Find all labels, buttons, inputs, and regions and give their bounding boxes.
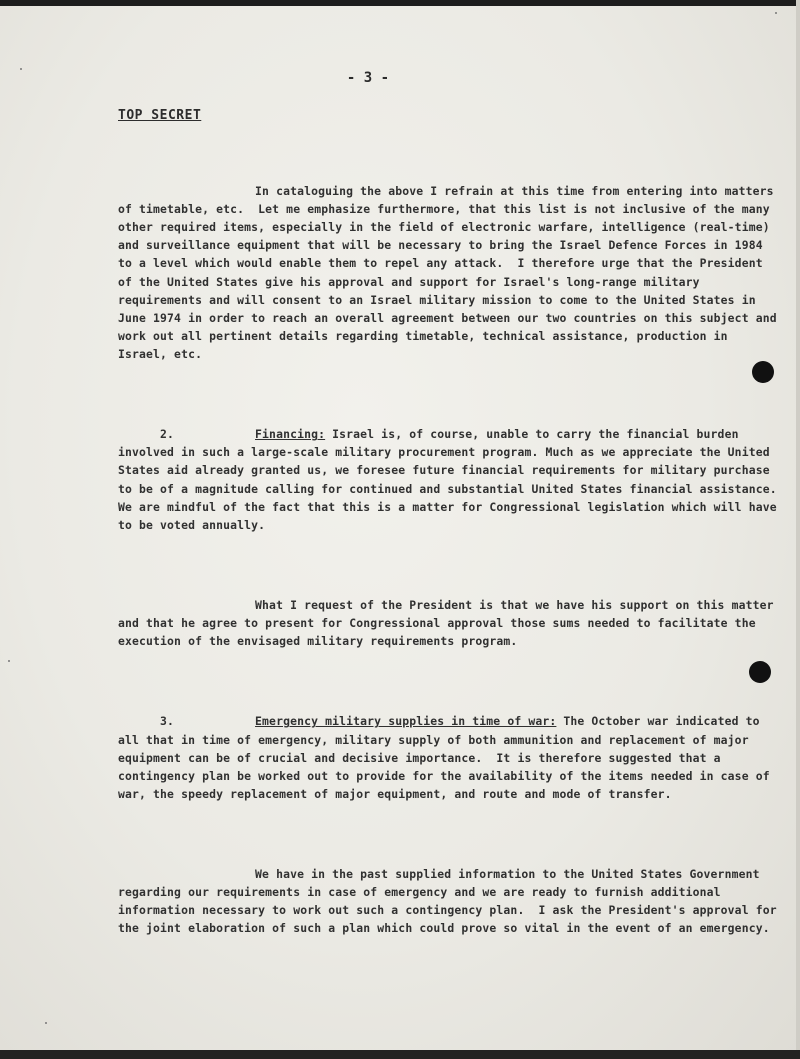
paragraph-subhead: Emergency military supplies in time of war: — [255, 714, 557, 729]
paragraph-1 — [118, 164, 784, 381]
paragraph-2 — [118, 407, 791, 552]
scan-edge-bottom — [0, 1050, 800, 1059]
paragraph-subhead: Financing: — [255, 427, 326, 442]
page-number: - 3 - — [346, 70, 390, 86]
scan-speck — [8, 660, 10, 662]
classification-heading: TOP SECRET — [118, 108, 202, 123]
paragraph-3 — [118, 578, 781, 668]
scan-speck — [20, 68, 22, 70]
binder-hole-mark — [752, 361, 774, 383]
scan-speck — [775, 12, 777, 14]
paragraph-number: 3. — [160, 714, 175, 729]
paragraph-text: Israel is, of course, unable to carry the financial burden involved in such a large-scale military procurement program. Much as we appreciate the United States aid already granted us, we foresee future financial requirements for military purchase to be of a magnitude calling for continued and substantial United States financial assistance. We are mindful of the fact that this is a matter for Congressional legislation which will have to be voted annually. — [118, 427, 791, 532]
document-body — [118, 164, 791, 982]
paragraph-5 — [118, 847, 784, 956]
scan-speck — [45, 1022, 47, 1024]
paragraph-4 — [118, 694, 778, 821]
paragraph-text: In cataloguing the above I refrain at this time from entering into matters of timetable, etc. Let me emphasize furthermore, that this list is not inclusive of the many other required items, especially in the field of electronic warfare, intelligence (real-time) and surveillance equipment that will be necessary to bring the Israel Defence Forces in 1984 to a level which would enable them to repel any attack. I therefore urge that the President of the United States give his approval and support for Israel's long-range military requirements and will consent to an Israel military mission to come to the United States in June 1974 in order to reach an overall agreement between our two countries on this subject and work out all pertinent details regarding timetable, technical assistance, production in Israel, etc. — [118, 184, 784, 361]
scan-edge-right — [796, 0, 800, 1059]
paragraph-text: What I request of the President is that we have his support on this matter and that he agree to present for Congressional approval those sums needed to facilitate the execution of the envisaged military requirements program. — [118, 597, 781, 649]
paragraph-text: The October war indicated to all that in time of emergency, military supply of both ammunition and replacement of major equipment can be of crucial and decisive importance. It is therefore suggested that a contingency plan be worked out to provide for the availability of the items needed in case of war, the speedy replacement of major equipment, and route and mode of transfer. — [118, 714, 777, 801]
scan-edge-top — [0, 0, 800, 6]
paragraph-number: 2. — [160, 427, 175, 442]
binder-hole-mark — [749, 661, 771, 683]
paragraph-text: We have in the past supplied information to the United States Government regarding our requirements in case of emergency and we are ready to furnish additional information necessary to work out such a contingency plan. I ask the President's approval for the joint elaboration of such a plan which could prove so vital in the event of an emergency. — [118, 867, 784, 936]
